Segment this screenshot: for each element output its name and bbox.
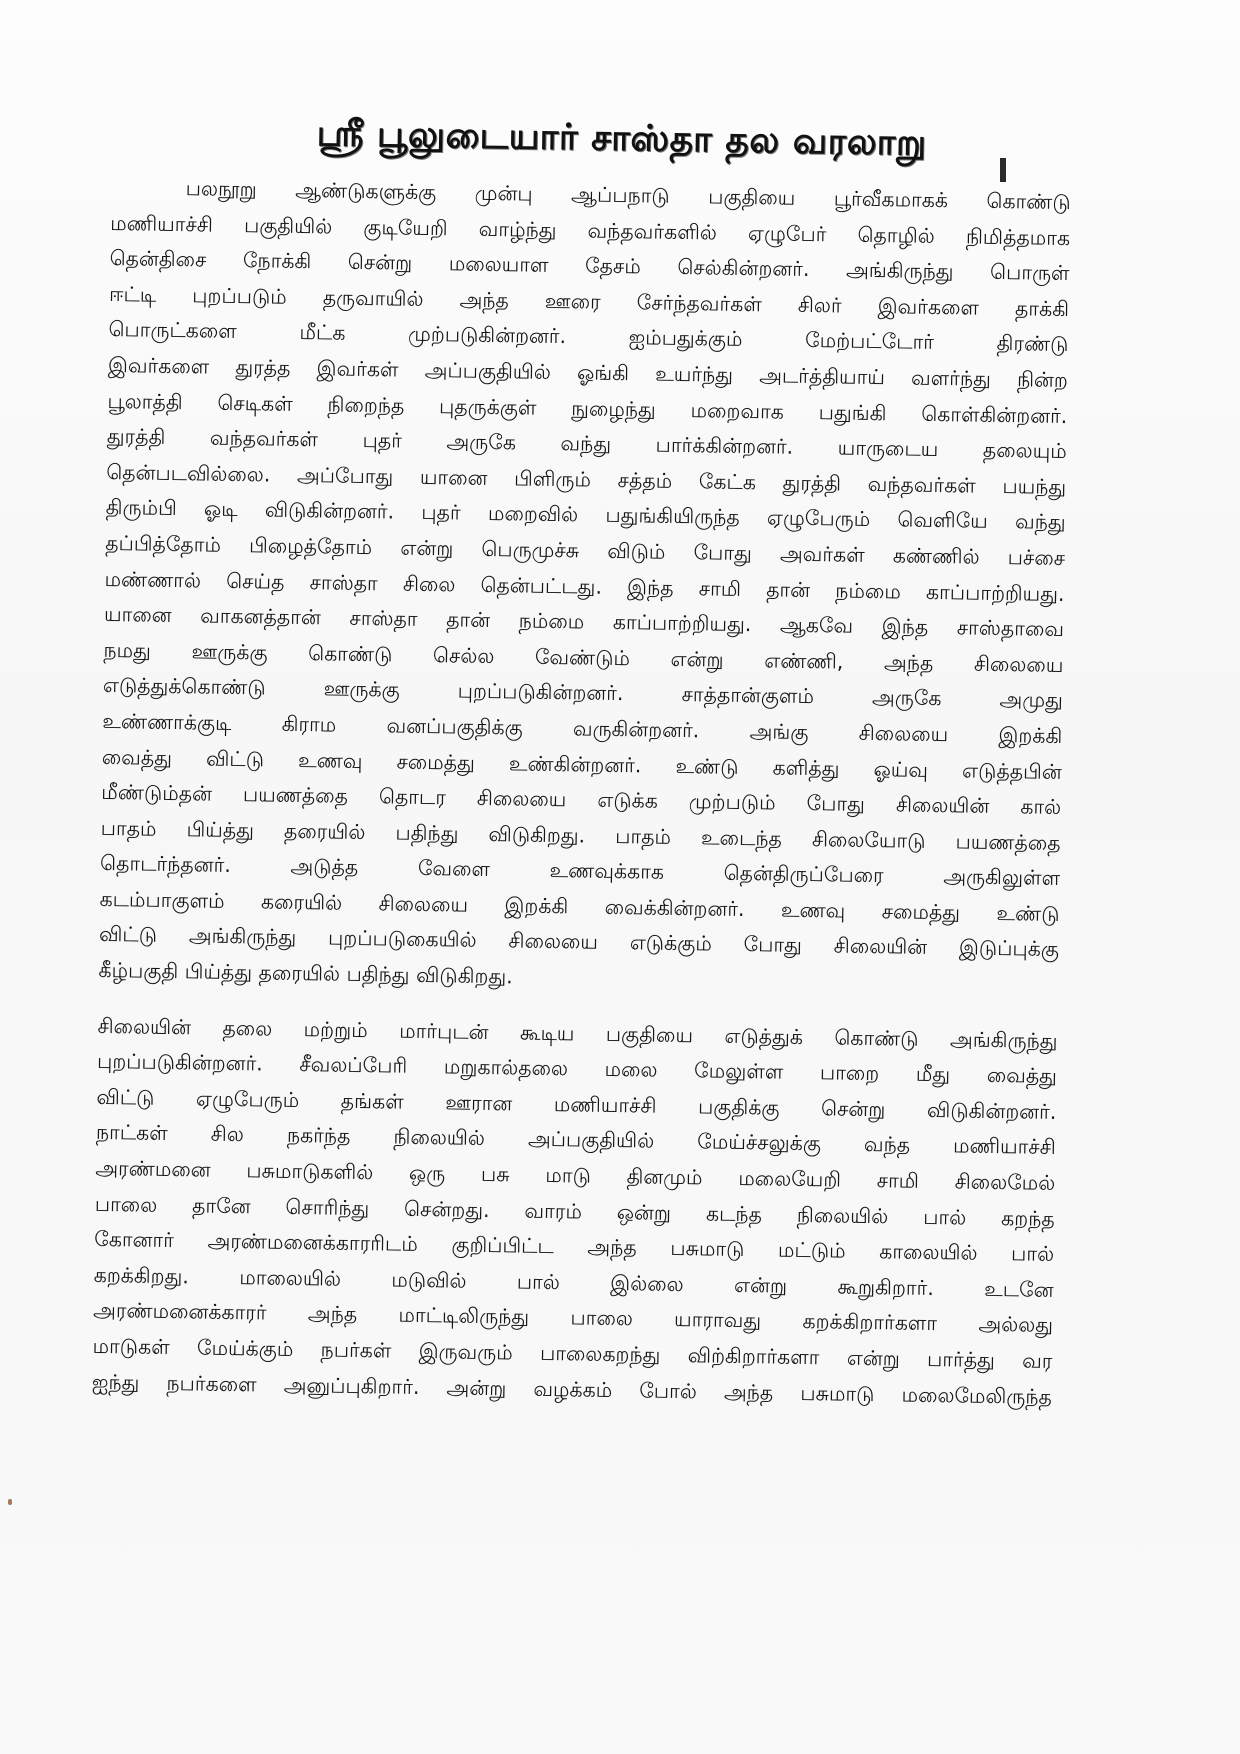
text-line: ஐந்து நபர்களை அனுப்புகிறார். அன்று வழக்கம் போல் அந்த பசுமாடு மலைமேலிருந்த — [91, 1369, 1053, 1409]
text-line: எடுத்துக்கொண்டு ஊருக்கு புறப்படுகின்றனர். சாத்தான்குளம் அருகே அமுது — [102, 673, 1064, 713]
text-line: மண்ணால் செய்த சாஸ்தா சிலை தென்பட்டது. இந்த சாமி தான் நம்மை காப்பாற்றியது. — [104, 566, 1065, 606]
text-line: பூலாத்தி செடிகள் நிறைந்த புதருக்குள் நுழைந்து மறைவாக பதுங்கி கொள்கின்றனர். — [107, 388, 1068, 428]
text-line: விட்டு அங்கிருந்து புறப்படுகையில் சிலையை எடுக்கும் போது சிலையின் இடுப்புக்கு — [98, 922, 1060, 962]
text-line: தப்பித்தோம் பிழைத்தோம் என்று பெருமுச்சு விடும் போது அவர்கள் கண்ணில் பச்சை — [105, 530, 1066, 570]
text-line: நமது ஊருக்கு கொண்டு செல்ல வேண்டும் என்று எண்ணி, அந்த சிலையை — [103, 637, 1064, 677]
text-line: கோனார் அரண்மனைக்காரரிடம் குறிப்பிட்ட அந்த பசுமாடு மட்டும் காலையில் பால் — [94, 1227, 1055, 1267]
text-line: இவர்களை துரத்த இவர்கள் அப்பகுதியில் ஓங்கி உயர்ந்து அடர்த்தியாய் வளர்ந்து நின்ற — [107, 352, 1069, 393]
text-line: விட்டு ஏழுபேரும் தங்கள் ஊரான மணியாச்சி பகுதிக்கு சென்று விடுகின்றனர். — [96, 1084, 1057, 1124]
paragraph-2 — [92, 1009, 1058, 1416]
text-line: பலநூறு ஆண்டுகளுக்கு முன்பு ஆப்பநாடு பகுதியை பூர்வீகமாகக் கொண்டு — [185, 176, 1071, 215]
text-line: கீழ்பகுதி பிய்த்து தரையில் பதிந்து விடுகிறது. — [98, 957, 513, 989]
text-line: கறக்கிறது. மாலையில் மடுவில் பால் இல்லை என்று கூறுகிறார். உடனே — [93, 1262, 1054, 1302]
text-line: துரத்தி வந்தவர்கள் புதர் அருகே வந்து பார்க்கின்றனர். யாருடைய தலையும் — [106, 424, 1067, 464]
text-line: மீண்டும்தன் பயணத்தை தொடர சிலையை எடுக்க முற்படும் போது சிலையின் கால் — [101, 780, 1062, 820]
text-line: தென்படவில்லை. அப்போது யானை பிளிரும் சத்தம் கேட்க துரத்தி வந்தவர்கள் பயந்து — [106, 459, 1067, 499]
text-line: யானை வாகனத்தான் சாஸ்தா தான் நம்மை காப்பாற்றியது. ஆகவே இந்த சாஸ்தாவை — [103, 602, 1065, 642]
text-line: பாலை தானே சொரிந்து சென்றது. வாரம் ஒன்று கடந்த நிலையில் பால் கறந்த — [94, 1191, 1055, 1231]
text-line: அரண்மனைக்காரர் அந்த மாட்டிலிருந்து பாலை யாராவது கறக்கிறார்களா அல்லது — [92, 1298, 1054, 1338]
text-line: உண்ணாக்குடி கிராம வனப்பகுதிக்கு வருகின்றனர். அங்கு சிலையை இறக்கி — [102, 708, 1063, 748]
text-line: பாதம் பிய்த்து தரையில் பதிந்து விடுகிறது. பாதம் உடைந்த சிலையோடு பயணத்தை — [100, 815, 1061, 855]
text-line: வைத்து விட்டு உணவு சமைத்து உண்கின்றனர். உண்டு களித்து ஓய்வு எடுத்தபின் — [101, 744, 1062, 784]
text-line: அரண்மனை பசுமாடுகளில் ஒரு பசு மாடு தினமும் மலையேறி சாமி சிலைமேல் — [95, 1155, 1056, 1195]
text-line: நாட்கள் சில நகர்ந்த நிலையில் அப்பகுதியில் மேய்ச்சலுக்கு வந்த மணியாச்சி — [95, 1120, 1057, 1160]
text-line: திரும்பி ஓடி விடுகின்றனர். புதர் மறைவில் பதுங்கியிருந்த ஏழுபேரும் வெளியே வந்து — [105, 495, 1066, 535]
text-line: பொருட்களை மீட்க முற்படுகின்றனர். ஐம்பதுக்கும் மேற்பட்டோர் திரண்டு — [108, 317, 1069, 357]
document-title: ஸ்ரீ பூலுடையார் சாஸ்தா தல வரலாறு — [316, 113, 927, 164]
text-line: தென்திசை நோக்கி சென்று மலையாள தேசம் செல்கின்றனர். அங்கிருந்து பொருள் — [109, 246, 1070, 286]
text-line: தொடர்ந்தனர். அடுத்த வேளை உணவுக்காக தென்திருப்பேரை அருகிலுள்ள — [99, 851, 1061, 891]
text-line: மணியாச்சி பகுதியில் குடியேறி வாழ்ந்து வந்தவர்களில் ஏழுபேர் தொழில் நிமித்தமாக — [110, 210, 1071, 250]
text-line: சிலையின் தலை மற்றும் மார்புடன் கூடிய பகுதியை எடுத்துக் கொண்டு அங்கிருந்து — [97, 1013, 1058, 1053]
text-line: ஈட்டி புறப்படும் தருவாயில் அந்த ஊரை சேர்ந்தவர்கள் சிலர் இவர்களை தாக்கி — [108, 281, 1070, 321]
scan-speck — [8, 1499, 12, 1505]
paragraph-1 — [98, 170, 1071, 1004]
document-body — [92, 110, 1072, 1415]
text-line: கடம்பாகுளம் கரையில் சிலையை இறக்கி வைக்கின்றனர். உணவு சமைத்து உண்டு — [99, 886, 1060, 926]
text-line: மாடுகள் மேய்க்கும் நபர்கள் இருவரும் பாலைகறந்து விற்கிறார்களா என்று பார்த்து வர — [92, 1333, 1053, 1373]
text-line: புறப்படுகின்றனர். சீவலப்பேரி மறுகால்தலை மலை மேலுள்ள பாறை மீது வைத்து — [96, 1049, 1058, 1089]
